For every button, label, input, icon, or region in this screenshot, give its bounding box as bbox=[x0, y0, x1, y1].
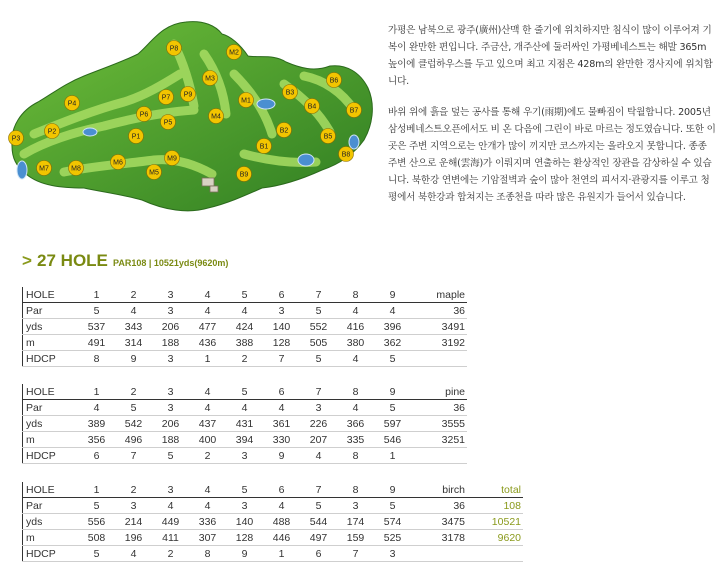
table-cell: 508 bbox=[78, 530, 115, 546]
table-cell: 9 bbox=[263, 448, 300, 464]
hole-header-label: HOLE bbox=[23, 384, 79, 400]
row-label: HDCP bbox=[23, 351, 79, 367]
table-row bbox=[23, 319, 468, 335]
hole-marker-label: M8 bbox=[71, 165, 81, 173]
table-cell: 3 bbox=[263, 303, 300, 319]
table-cell: 3 bbox=[226, 498, 263, 514]
hole-marker-label: M2 bbox=[229, 49, 239, 57]
table-cell: 5 bbox=[152, 448, 189, 464]
table-cell: 4 bbox=[263, 498, 300, 514]
row-total: 3178 bbox=[411, 530, 467, 546]
hole-number: 5 bbox=[226, 482, 263, 498]
row-label: yds bbox=[23, 514, 79, 530]
hole-marker-label: B6 bbox=[329, 77, 339, 85]
hole-marker-label: B2 bbox=[279, 127, 289, 135]
table-cell: 496 bbox=[115, 432, 152, 448]
table-cell: 5 bbox=[78, 303, 115, 319]
row-total: 3251 bbox=[411, 432, 467, 448]
hole-number: 3 bbox=[152, 287, 189, 303]
table-cell: 8 bbox=[337, 448, 374, 464]
hole-marker-label: M4 bbox=[211, 113, 221, 121]
table-cell: 389 bbox=[78, 416, 115, 432]
scorecard-birch bbox=[22, 482, 523, 562]
row-label: HDCP bbox=[23, 448, 79, 464]
hole-number: 4 bbox=[189, 482, 226, 498]
table-cell: 537 bbox=[78, 319, 115, 335]
scorecard-header-row bbox=[23, 384, 468, 400]
table-cell: 544 bbox=[300, 514, 337, 530]
course-map bbox=[4, 14, 380, 220]
table-cell: 3 bbox=[337, 498, 374, 514]
table-cell: 4 bbox=[115, 303, 152, 319]
table-cell: 159 bbox=[337, 530, 374, 546]
row-grand-total bbox=[467, 546, 523, 562]
row-grand-total: 9620 bbox=[467, 530, 523, 546]
table-cell: 207 bbox=[300, 432, 337, 448]
table-row bbox=[23, 335, 468, 351]
table-row bbox=[23, 400, 468, 416]
table-cell: 5 bbox=[78, 498, 115, 514]
table-cell: 4 bbox=[189, 400, 226, 416]
table-cell: 400 bbox=[189, 432, 226, 448]
hole-number: 4 bbox=[189, 384, 226, 400]
table-cell: 491 bbox=[78, 335, 115, 351]
hole-number: 5 bbox=[226, 287, 263, 303]
row-total: 36 bbox=[411, 303, 467, 319]
table-cell: 188 bbox=[152, 432, 189, 448]
table-cell: 449 bbox=[152, 514, 189, 530]
table-cell: 5 bbox=[300, 498, 337, 514]
table-cell: 2 bbox=[189, 448, 226, 464]
table-cell: 3 bbox=[115, 498, 152, 514]
table-row bbox=[23, 546, 524, 562]
hole-marker-label: B8 bbox=[341, 151, 351, 159]
heading-title: 27 HOLE bbox=[37, 251, 108, 270]
table-row bbox=[23, 351, 468, 367]
section-heading bbox=[22, 251, 228, 271]
hole-number: 3 bbox=[152, 384, 189, 400]
table-cell: 394 bbox=[226, 432, 263, 448]
row-label: Par bbox=[23, 498, 79, 514]
table-cell: 174 bbox=[337, 514, 374, 530]
chevron-right-icon: > bbox=[22, 251, 32, 270]
table-cell: 206 bbox=[152, 416, 189, 432]
hole-number: 1 bbox=[78, 384, 115, 400]
table-cell: 5 bbox=[374, 400, 411, 416]
hole-marker-label: M6 bbox=[113, 159, 123, 167]
hole-number: 1 bbox=[78, 287, 115, 303]
course-description bbox=[388, 22, 718, 220]
scorecard-maple bbox=[22, 287, 467, 367]
table-cell: 9 bbox=[115, 351, 152, 367]
table-cell: 4 bbox=[337, 303, 374, 319]
table-cell: 343 bbox=[115, 319, 152, 335]
hole-marker-label: P8 bbox=[169, 45, 179, 53]
hole-number: 6 bbox=[263, 287, 300, 303]
table-cell: 9 bbox=[226, 546, 263, 562]
course-name: pine bbox=[411, 384, 467, 400]
table-cell: 497 bbox=[300, 530, 337, 546]
hole-marker-label: P9 bbox=[183, 91, 193, 99]
description-paragraph-1: 가평은 남북으로 광주(廣州)산맥 한 줄기에 위치하지만 침식이 많이 이루어져 기복이 완만한 편입니다. 주금산, 개주산에 둘러싸인 가평베네스트는 해발 365m 높이에 클럽하우스를 두고 있으며 최고 지점은 428m의 완만한 경사지에 위치합니다. bbox=[388, 25, 713, 87]
table-row bbox=[23, 498, 524, 514]
heading-subtitle: PAR108 | 10521yds(9620m) bbox=[112, 258, 229, 268]
table-cell: 4 bbox=[300, 448, 337, 464]
table-row bbox=[23, 303, 468, 319]
hole-number: 7 bbox=[300, 287, 337, 303]
table-cell: 2 bbox=[226, 351, 263, 367]
hole-marker-label: P6 bbox=[139, 111, 149, 119]
course-name: birch bbox=[411, 482, 467, 498]
table-cell: 388 bbox=[226, 335, 263, 351]
table-row bbox=[23, 416, 468, 432]
table-cell: 6 bbox=[78, 448, 115, 464]
scorecard-header-row bbox=[23, 482, 524, 498]
hole-number: 8 bbox=[337, 287, 374, 303]
table-cell: 525 bbox=[374, 530, 411, 546]
hole-number: 4 bbox=[189, 287, 226, 303]
table-cell: 362 bbox=[374, 335, 411, 351]
table-cell: 552 bbox=[300, 319, 337, 335]
hole-marker-label: M5 bbox=[149, 169, 159, 177]
row-label: m bbox=[23, 335, 79, 351]
hole-marker-label: M7 bbox=[39, 165, 49, 173]
table-cell: 3 bbox=[152, 303, 189, 319]
table-cell: 4 bbox=[189, 498, 226, 514]
hole-marker-label: B1 bbox=[259, 143, 269, 151]
table-cell: 380 bbox=[337, 335, 374, 351]
row-total bbox=[411, 448, 467, 464]
table-cell: 556 bbox=[78, 514, 115, 530]
row-grand-total: 108 bbox=[467, 498, 523, 514]
table-cell: 505 bbox=[300, 335, 337, 351]
hole-marker-label: P7 bbox=[161, 94, 171, 102]
table-cell: 8 bbox=[189, 546, 226, 562]
table-cell: 206 bbox=[152, 319, 189, 335]
hole-marker-label: B7 bbox=[349, 107, 359, 115]
table-cell: 7 bbox=[263, 351, 300, 367]
table-cell: 335 bbox=[337, 432, 374, 448]
table-cell: 128 bbox=[263, 335, 300, 351]
table-cell: 3 bbox=[152, 400, 189, 416]
table-cell: 4 bbox=[189, 303, 226, 319]
table-cell: 5 bbox=[78, 546, 115, 562]
hole-number: 1 bbox=[78, 482, 115, 498]
hole-number: 7 bbox=[300, 384, 337, 400]
table-cell: 488 bbox=[263, 514, 300, 530]
table-cell: 4 bbox=[337, 400, 374, 416]
table-cell: 314 bbox=[115, 335, 152, 351]
table-cell: 4 bbox=[263, 400, 300, 416]
hole-number: 7 bbox=[300, 482, 337, 498]
hole-number: 3 bbox=[152, 482, 189, 498]
hole-number: 5 bbox=[226, 384, 263, 400]
table-cell: 424 bbox=[226, 319, 263, 335]
row-label: HDCP bbox=[23, 546, 79, 562]
row-total: 3555 bbox=[411, 416, 467, 432]
hole-number: 9 bbox=[374, 482, 411, 498]
table-cell: 4 bbox=[115, 546, 152, 562]
table-cell: 597 bbox=[374, 416, 411, 432]
table-cell: 5 bbox=[374, 498, 411, 514]
row-total: 3475 bbox=[411, 514, 467, 530]
table-cell: 416 bbox=[337, 319, 374, 335]
row-label: Par bbox=[23, 303, 79, 319]
table-cell: 128 bbox=[226, 530, 263, 546]
row-total: 3491 bbox=[411, 319, 467, 335]
table-row bbox=[23, 432, 468, 448]
table-cell: 574 bbox=[374, 514, 411, 530]
table-cell: 4 bbox=[226, 400, 263, 416]
hole-number: 6 bbox=[263, 482, 300, 498]
hole-marker-label: M3 bbox=[205, 75, 215, 83]
table-cell: 3 bbox=[226, 448, 263, 464]
table-cell: 2 bbox=[152, 546, 189, 562]
row-total: 36 bbox=[411, 498, 467, 514]
table-cell: 7 bbox=[337, 546, 374, 562]
course-name: maple bbox=[411, 287, 467, 303]
grand-total-header: total bbox=[467, 482, 523, 498]
table-cell: 366 bbox=[337, 416, 374, 432]
table-cell: 6 bbox=[300, 546, 337, 562]
row-label: m bbox=[23, 530, 79, 546]
table-cell: 196 bbox=[115, 530, 152, 546]
hole-marker-label: B9 bbox=[239, 171, 249, 179]
table-cell: 214 bbox=[115, 514, 152, 530]
table-cell: 4 bbox=[374, 303, 411, 319]
row-grand-total: 10521 bbox=[467, 514, 523, 530]
row-total: 3192 bbox=[411, 335, 467, 351]
table-cell: 226 bbox=[300, 416, 337, 432]
hole-marker-label: P2 bbox=[47, 128, 57, 136]
hole-header-label: HOLE bbox=[23, 482, 79, 498]
table-cell: 542 bbox=[115, 416, 152, 432]
hole-number: 8 bbox=[337, 384, 374, 400]
hole-number: 6 bbox=[263, 384, 300, 400]
hole-marker-label: P3 bbox=[11, 135, 21, 143]
hole-marker-label: P1 bbox=[131, 133, 141, 141]
hole-marker-label: B4 bbox=[307, 103, 317, 111]
hole-marker-label: B5 bbox=[323, 133, 333, 141]
hole-number: 9 bbox=[374, 384, 411, 400]
table-cell: 3 bbox=[374, 546, 411, 562]
table-cell: 5 bbox=[300, 303, 337, 319]
row-label: yds bbox=[23, 319, 79, 335]
hole-marker-label: B3 bbox=[285, 89, 295, 97]
row-label: m bbox=[23, 432, 79, 448]
hole-marker-label: P5 bbox=[163, 119, 173, 127]
table-cell: 4 bbox=[337, 351, 374, 367]
hole-number: 2 bbox=[115, 287, 152, 303]
table-cell: 5 bbox=[374, 351, 411, 367]
table-cell: 361 bbox=[263, 416, 300, 432]
table-cell: 330 bbox=[263, 432, 300, 448]
table-cell: 5 bbox=[115, 400, 152, 416]
hole-marker-label: M1 bbox=[241, 97, 251, 105]
table-cell: 1 bbox=[189, 351, 226, 367]
row-total bbox=[411, 351, 467, 367]
table-row bbox=[23, 530, 524, 546]
table-cell: 307 bbox=[189, 530, 226, 546]
row-label: Par bbox=[23, 400, 79, 416]
hole-number: 2 bbox=[115, 384, 152, 400]
row-total: 36 bbox=[411, 400, 467, 416]
hole-marker-label: M9 bbox=[167, 155, 177, 163]
table-cell: 4 bbox=[78, 400, 115, 416]
table-row bbox=[23, 514, 524, 530]
hole-number: 9 bbox=[374, 287, 411, 303]
table-cell: 1 bbox=[263, 546, 300, 562]
table-cell: 4 bbox=[226, 303, 263, 319]
table-cell: 546 bbox=[374, 432, 411, 448]
table-cell: 477 bbox=[189, 319, 226, 335]
table-cell: 140 bbox=[263, 319, 300, 335]
table-cell: 1 bbox=[374, 448, 411, 464]
table-cell: 5 bbox=[300, 351, 337, 367]
scorecard-pine bbox=[22, 384, 467, 464]
description-paragraph-2: 바위 위에 흙을 덮는 공사를 통해 우기(雨期)에도 물빠짐이 탁월합니다. 2005년 삼성베네스트오픈에서도 비 온 다음에 그린이 바로 마르는 정도였습니다. 또한 이곳은 주변 지역으로는 안개가 많이 끼지만 코스까지는 올라오지 못합니다. 종종 주변 산으로 운해(雲海)가 이뤄지며 연출하는 환상적인 장관을 감상하실 수 있습니다. 북한강 연변에는 기암절벽과 숲이 많아 천연의 피서지·관광지를 이루고 청평에서 북한강과 합쳐지는 조종천을 따라 많은 유원지가 들어서 있습니다. bbox=[388, 107, 716, 203]
table-row bbox=[23, 448, 468, 464]
table-cell: 437 bbox=[189, 416, 226, 432]
hole-number: 2 bbox=[115, 482, 152, 498]
row-label: yds bbox=[23, 416, 79, 432]
table-cell: 436 bbox=[189, 335, 226, 351]
scorecard-header-row bbox=[23, 287, 468, 303]
table-cell: 396 bbox=[374, 319, 411, 335]
table-cell: 356 bbox=[78, 432, 115, 448]
table-cell: 3 bbox=[300, 400, 337, 416]
table-cell: 140 bbox=[226, 514, 263, 530]
hole-header-label: HOLE bbox=[23, 287, 79, 303]
table-cell: 411 bbox=[152, 530, 189, 546]
table-cell: 336 bbox=[189, 514, 226, 530]
hole-number: 8 bbox=[337, 482, 374, 498]
table-cell: 8 bbox=[78, 351, 115, 367]
row-total bbox=[411, 546, 467, 562]
table-cell: 3 bbox=[152, 351, 189, 367]
table-cell: 446 bbox=[263, 530, 300, 546]
table-cell: 431 bbox=[226, 416, 263, 432]
hole-marker-label: P4 bbox=[67, 100, 77, 108]
table-cell: 7 bbox=[115, 448, 152, 464]
table-cell: 4 bbox=[152, 498, 189, 514]
table-cell: 188 bbox=[152, 335, 189, 351]
